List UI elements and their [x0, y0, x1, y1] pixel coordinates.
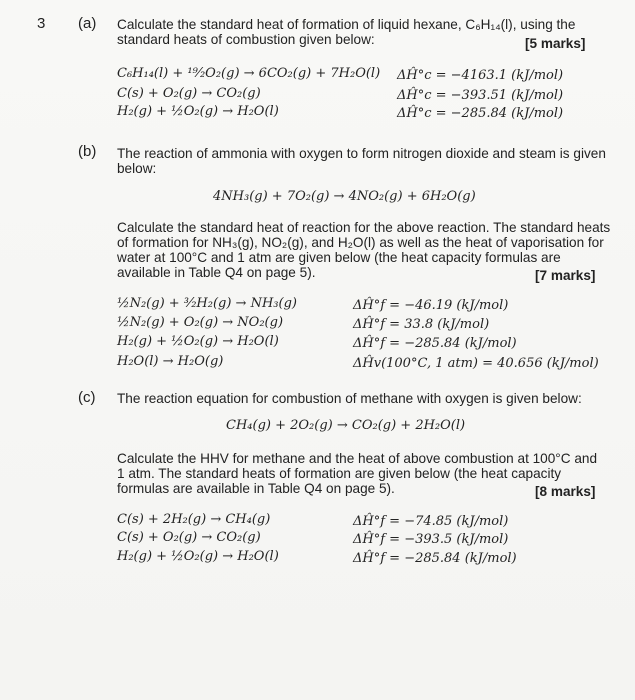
- part-c-reaction-2: C(s) + O₂(g) → CO₂(g): [117, 530, 261, 545]
- part-c-label: (c): [78, 389, 96, 406]
- part-b-reaction-1: ½N₂(g) + ³⁄₂H₂(g) → NH₃(g): [117, 296, 297, 311]
- part-b-text-line1: Calculate the standard heat of reaction for the above reaction. The standard heats: [117, 220, 611, 235]
- part-b-enthalpy-3: ΔĤ°f = −285.84 (kJ/mol): [353, 336, 517, 351]
- part-b-text-line4: available in Table Q4 on page 5).: [117, 265, 316, 280]
- part-c-text-line3: formulas are available in Table Q4 on page 5).: [117, 481, 395, 496]
- part-b-reaction-2: ½N₂(g) + O₂(g) → NO₂(g): [117, 315, 284, 330]
- part-a-text-line1: Calculate the standard heat of formation of liquid hexane, C₆H₁₄(l), using the: [117, 17, 576, 32]
- part-b-label: (b): [78, 143, 97, 160]
- part-b-intro-line2: below:: [117, 161, 157, 176]
- part-c-text-line2: 1 atm. The standard heats of formation are given below (the heat capacity: [117, 466, 562, 481]
- part-a-enthalpy-1: ΔĤ°c = −4163.1 (kJ/mol): [397, 68, 564, 83]
- part-a-text-line2: standard heats of combustion given below:: [117, 32, 375, 47]
- part-b-reaction-3: H₂(g) + ½O₂(g) → H₂O(l): [117, 334, 279, 349]
- part-b-intro-line1: The reaction of ammonia with oxygen to form nitrogen dioxide and steam is given: [117, 146, 606, 161]
- part-a-marks: [5 marks]: [525, 36, 586, 51]
- part-a-enthalpy-3: ΔĤ°c = −285.84 (kJ/mol): [397, 106, 564, 121]
- part-c-text-line1: Calculate the HHV for methane and the heat of above combustion at 100°C and: [117, 451, 598, 466]
- part-a-enthalpy-2: ΔĤ°c = −393.51 (kJ/mol): [397, 88, 564, 103]
- part-a-label: (a): [78, 15, 97, 32]
- part-c-reaction-1: C(s) + 2H₂(g) → CH₄(g): [117, 512, 271, 527]
- part-c-enthalpy-3: ΔĤ°f = −285.84 (kJ/mol): [353, 551, 517, 566]
- part-c-intro: The reaction equation for combustion of methane with oxygen is given below:: [117, 391, 582, 406]
- part-b-enthalpy-2: ΔĤ°f = 33.8 (kJ/mol): [353, 317, 490, 332]
- part-a-reaction-1: C₆H₁₄(l) + ¹⁹⁄₂O₂(g) → 6CO₂(g) + 7H₂O(l): [117, 66, 381, 81]
- part-c-reaction-3: H₂(g) + ½O₂(g) → H₂O(l): [117, 549, 279, 564]
- part-a-reaction-3: H₂(g) + ½O₂(g) → H₂O(l): [117, 104, 279, 119]
- part-c-main-reaction: CH₄(g) + 2O₂(g) → CO₂(g) + 2H₂O(l): [226, 418, 466, 433]
- part-b-enthalpy-4: ΔĤv(100°C, 1 atm) = 40.656 (kJ/mol): [353, 356, 599, 371]
- part-c-enthalpy-2: ΔĤ°f = −393.5 (kJ/mol): [353, 532, 509, 547]
- part-a-reaction-2: C(s) + O₂(g) → CO₂(g): [117, 86, 261, 101]
- part-b-marks: [7 marks]: [535, 268, 596, 283]
- part-b-text-line3: water at 100°C and 1 atm are given below (the heat capacity formulas are: [117, 250, 561, 265]
- part-b-text-line2: of formation for NH₃(g), NO₂(g), and H₂O(l) as well as the heat of vaporisation for: [117, 235, 604, 250]
- question-number: 3: [37, 15, 46, 32]
- part-b-reaction-4: H₂O(l) → H₂O(g): [117, 354, 224, 369]
- part-c-enthalpy-1: ΔĤ°f = −74.85 (kJ/mol): [353, 514, 509, 529]
- part-b-enthalpy-1: ΔĤ°f = −46.19 (kJ/mol): [353, 298, 509, 313]
- part-c-marks: [8 marks]: [535, 484, 596, 499]
- part-b-main-reaction: 4NH₃(g) + 7O₂(g) → 4NO₂(g) + 6H₂O(g): [213, 189, 476, 204]
